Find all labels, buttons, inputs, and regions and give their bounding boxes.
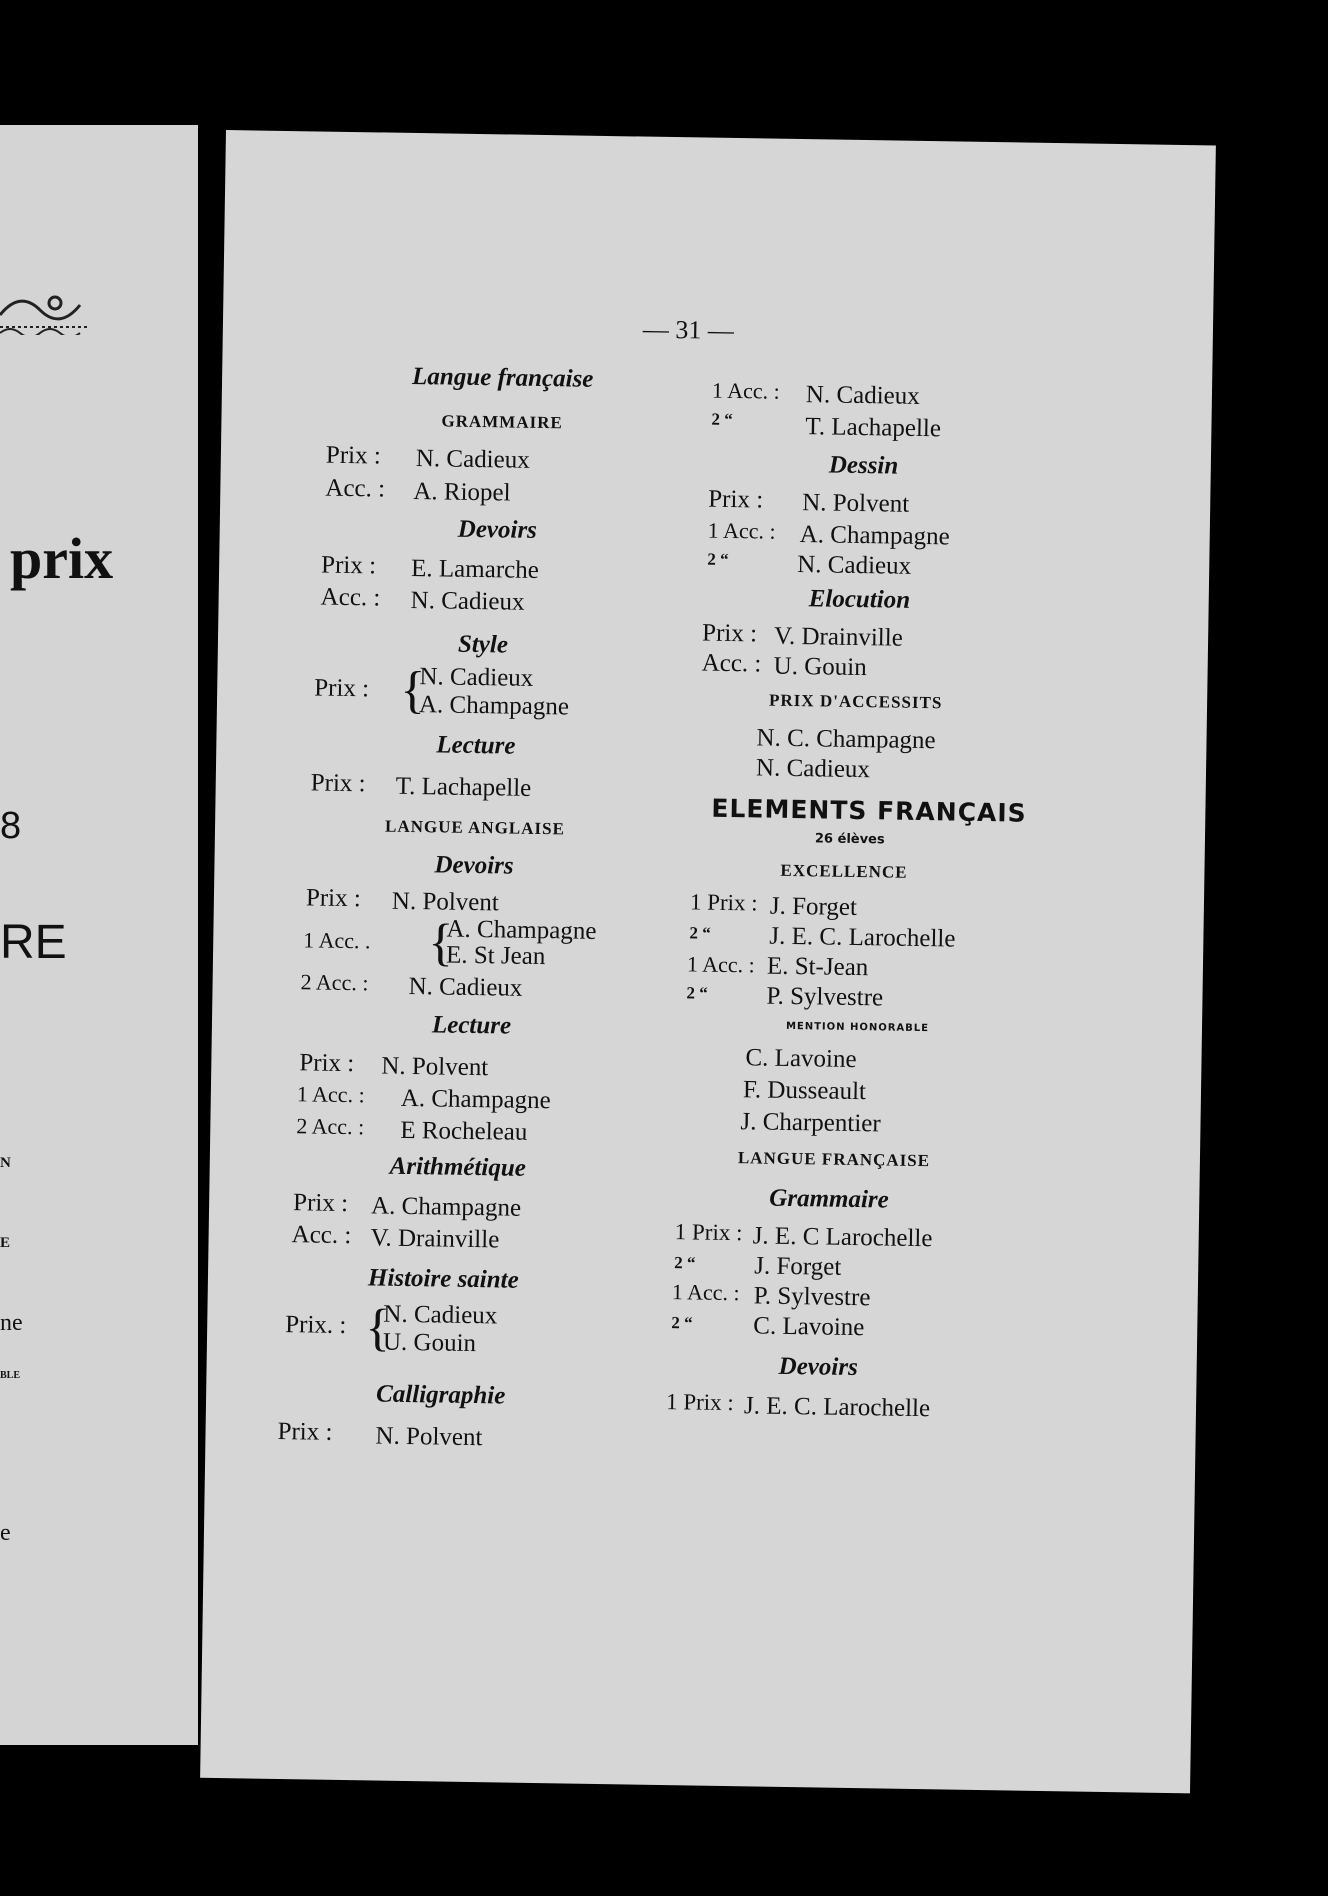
brace: { [364,1299,391,1357]
winner-name: J. Forget [769,892,858,922]
left-fragment-e: E [0,1235,11,1251]
winner-name: A. Champagne [400,1084,551,1115]
winner-name: N. Cadieux [419,663,534,692]
label-ditto: 2 “ [689,923,711,943]
winner-name: N. Polvent [802,489,910,518]
winner-name: E. St Jean [445,941,546,971]
heading-lecture: Lecture [436,731,516,760]
right-page [200,130,1216,1793]
winner-name: V. Drainville [773,622,904,652]
winner-name: J. E. C Larochelle [752,1222,933,1253]
left-fragment-prix: prix [10,526,114,591]
heading-devoirs: Devoirs [457,515,538,544]
left-fragment-ble: BLE [0,1370,21,1381]
heading-devoirs: Devoirs [434,851,514,880]
label-acc: 1 Acc. : [686,951,755,978]
winner-name: N. Cadieux [383,1300,498,1330]
label-prix: 1 Prix : [674,1219,743,1246]
label-acc: 1 Acc. : [707,517,776,544]
label-prix: 1 Prix : [665,1389,735,1416]
heading-excellence: EXCELLENCE [780,860,908,882]
label-prix: Prix : [708,485,764,514]
label-acc: 2 Acc. : [296,1113,365,1140]
label-prix: Prix : [325,441,381,470]
heading-elocution: Elocution [808,585,911,614]
ornament-icon [0,285,90,335]
winner-name: A. Champagne [418,691,570,721]
label-ditto: 2 “ [707,549,729,569]
left-fragment-re: RE [0,916,67,969]
winner-name: N. C. Champagne [756,724,936,755]
winner-name: A. Champagne [799,521,950,551]
winner-name: U. Gouin [382,1328,477,1358]
winner-name: E. St-Jean [766,952,869,982]
heading-lecture: Lecture [431,1011,512,1040]
label-acc: 1 Acc. : [671,1279,740,1306]
winner-name: N. Cadieux [755,754,871,784]
winner-name: J. Charpentier [740,1108,881,1138]
winner-name: N. Cadieux [797,551,912,580]
page-number: — 31 — [642,314,735,346]
label-prix: Prix : [277,1417,333,1446]
winner-name: N. Cadieux [805,381,920,410]
label-prix: 1 Prix : [689,889,758,916]
heading-grammaire: GRAMMAIRE [441,411,563,433]
label-acc: 1 Acc. . [303,927,371,954]
label-prix: Prix : [320,551,377,580]
brace: { [399,661,426,720]
heading-mention-honorable: MENTION HONORABLE [785,1020,930,1035]
heading-langue-francaise: Langue française [411,362,594,393]
label-ditto: 2 “ [686,983,708,1003]
heading-histoire-sainte: Histoire sainte [367,1264,519,1294]
winner-name: V. Drainville [370,1224,500,1254]
winner-name: E Rocheleau [400,1116,528,1146]
heading-grammaire: Grammaire [769,1184,889,1214]
left-fragment-n: N [0,1155,11,1171]
label-prix: Prix : [701,619,758,648]
winner-name: N. Polvent [375,1422,483,1452]
winner-name: J. E. C. Larochelle [769,922,956,953]
winner-name: N. Polvent [391,887,500,917]
left-page [0,125,198,1745]
winner-name: A. Champagne [446,915,597,945]
label-acc: Acc. : [291,1221,352,1250]
heading-devoirs: Devoirs [778,1352,859,1382]
label-acc: Acc. : [320,583,381,612]
label-acc: Acc. : [701,649,762,678]
label-ditto: 2 “ [674,1253,696,1273]
heading-langue-francaise: LANGUE FRANÇAISE [737,1148,931,1171]
heading-arithmetique: Arithmétique [389,1152,527,1182]
label-prix: Prix : [310,769,366,798]
label-ditto: 2 “ [671,1313,693,1333]
left-fragment-e2: e [0,1520,11,1546]
label-prix: Prix : [314,674,370,703]
student-count: 26 élèves [814,831,885,848]
label-prix: Prix. : [285,1311,347,1340]
winner-name: C. Lavoine [753,1312,865,1342]
left-fragment-ne: ne [0,1310,23,1336]
label-acc: 1 Acc. : [711,377,780,404]
left-fragment-8: 8 [0,805,22,847]
winner-name: A. Champagne [370,1192,522,1222]
winner-name: U. Gouin [773,652,867,682]
winner-name: N. Cadieux [410,586,525,616]
winner-name: N. Cadieux [408,972,523,1002]
winner-name: P. Sylvestre [766,982,884,1012]
winner-name: T. Lachapelle [395,772,532,802]
winner-name: F. Dusseault [742,1076,867,1106]
winner-name: J. Forget [754,1252,842,1281]
label-ditto: 2 “ [711,409,733,429]
label-acc: Acc. : [325,474,386,503]
winner-name: C. Lavoine [745,1044,857,1074]
label-acc: 1 Acc. : [296,1081,365,1108]
winner-name: E. Lamarche [410,554,540,584]
winner-name: A. Riopel [413,477,511,507]
winner-name: P. Sylvestre [753,1282,871,1312]
heading-elements-francais: ELEMENTS FRANÇAIS [711,793,1027,828]
label-acc: 2 Acc. : [300,969,369,996]
winner-name: N. Cadieux [415,445,530,474]
brace: { [427,914,454,972]
heading-langue-anglaise: LANGUE ANGLAISE [384,816,566,839]
label-prix: Prix : [305,884,362,913]
label-prix: Prix : [299,1049,355,1078]
heading-prix-daccessits: PRIX D'ACCESSITS [768,690,943,713]
winner-name: J. E. C. Larochelle [743,1392,931,1423]
heading-dessin: Dessin [828,451,899,480]
heading-calligraphie: Calligraphie [375,1380,506,1410]
label-prix: Prix : [292,1189,349,1218]
winner-name: T. Lachapelle [805,413,942,443]
winner-name: N. Polvent [381,1052,489,1082]
heading-style: Style [457,630,509,659]
